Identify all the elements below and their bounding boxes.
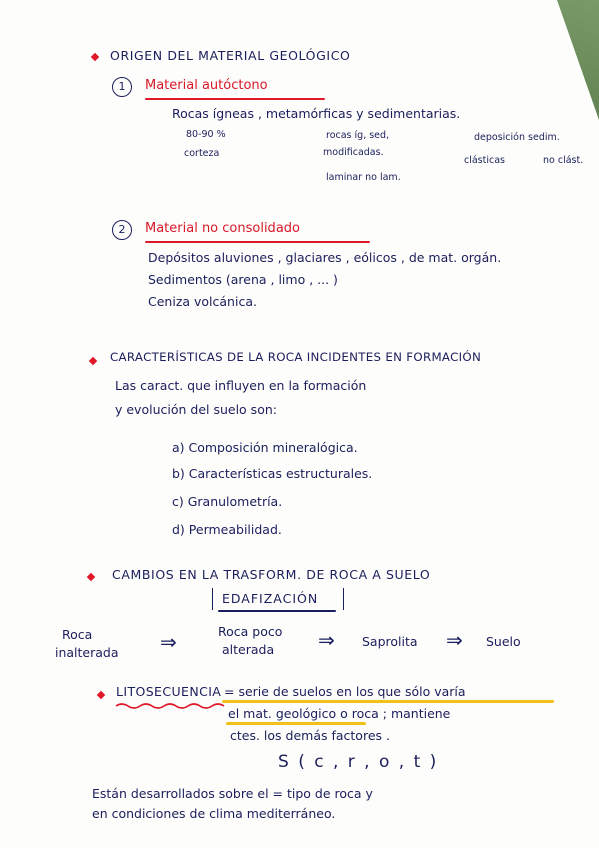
flow-roca: Roca [62,627,93,642]
yellow-highlight [222,700,554,703]
litosecuencia-term: LITOSECUENCIA [116,684,222,699]
flow-suelo: Suelo [486,634,521,649]
caract-intro-2: y evolución del suelo son: [115,402,277,417]
igneas-note-percent: 80-90 % [186,129,226,140]
litosecuencia-def-1: = serie de suelos en los que sólo varía [224,684,466,699]
flow-alterada: alterada [222,642,275,657]
caract-item-c: c) Granulometría. [172,494,283,509]
caract-item-d: d) Permeabilidad. [172,522,282,537]
sed-note-clasticas: clásticas [464,155,505,166]
no-consolidado-line-2: Sedimentos (arena , limo , ... ) [148,272,338,287]
section-heading-caracteristicas: CARACTERÍSTICAS DE LA ROCA INCIDENTES EN FORMACIÓN [110,350,482,364]
flow-arrow-icon: ⇒ [318,628,335,652]
subheading-material-no-consolidado: Material no consolidado [145,221,300,236]
meta-note-laminar: laminar no lam. [326,172,401,183]
litosecuencia-def-3: ctes. los demás factores . [230,728,390,743]
caract-item-a: a) Composición mineralógica. [172,440,358,455]
meta-note-rocas: rocas íg, sed, [326,130,390,141]
formula: S ( c , r , o , t ) [278,752,439,772]
flow-saprolita: Saprolita [362,634,418,649]
meta-note-modificadas: modificadas. [323,147,384,158]
number-circle-2: 2 [112,220,132,240]
no-consolidado-line-3: Ceniza volcánica. [148,294,257,309]
section-heading-origen: ORIGEN DEL MATERIAL GEOLÓGICO [110,48,351,63]
caract-item-b: b) Características estructurales. [172,466,373,481]
litosecuencia-note-1: Están desarrollados sobre el = tipo de roca y [92,786,373,801]
edafizacion-label: EDAFIZACIÓN [222,591,319,606]
rock-types-line: Rocas ígneas , metamórficas y sedimentarias. [172,106,461,121]
sed-note-deposicion: deposición sedim. [474,132,560,143]
no-consolidado-line-1: Depósitos aluviones , glaciares , eólicos , de mat. orgán. [148,250,502,265]
litosecuencia-note-2: en condiciones de clima mediterráneo. [92,806,336,821]
yellow-highlight [226,722,366,725]
sed-note-no-clasticas: no clást. [543,155,584,166]
section-heading-cambios: CAMBIOS EN LA TRASFORM. DE ROCA A SUELO [112,567,431,582]
flow-arrow-icon: ⇒ [446,628,463,652]
caract-intro-1: Las caract. que influyen en la formación [115,378,367,393]
subheading-material-autoctono: Material autóctono [145,78,268,93]
litosecuencia-def-2: el mat. geológico o roca ; mantiene [228,706,451,721]
flow-inalterada: inalterada [55,645,119,660]
igneas-note-corteza: corteza [184,148,220,159]
flow-roca-poco: Roca poco [218,624,283,639]
flow-arrow-icon: ⇒ [160,630,177,654]
number-circle-1: 1 [112,77,132,97]
